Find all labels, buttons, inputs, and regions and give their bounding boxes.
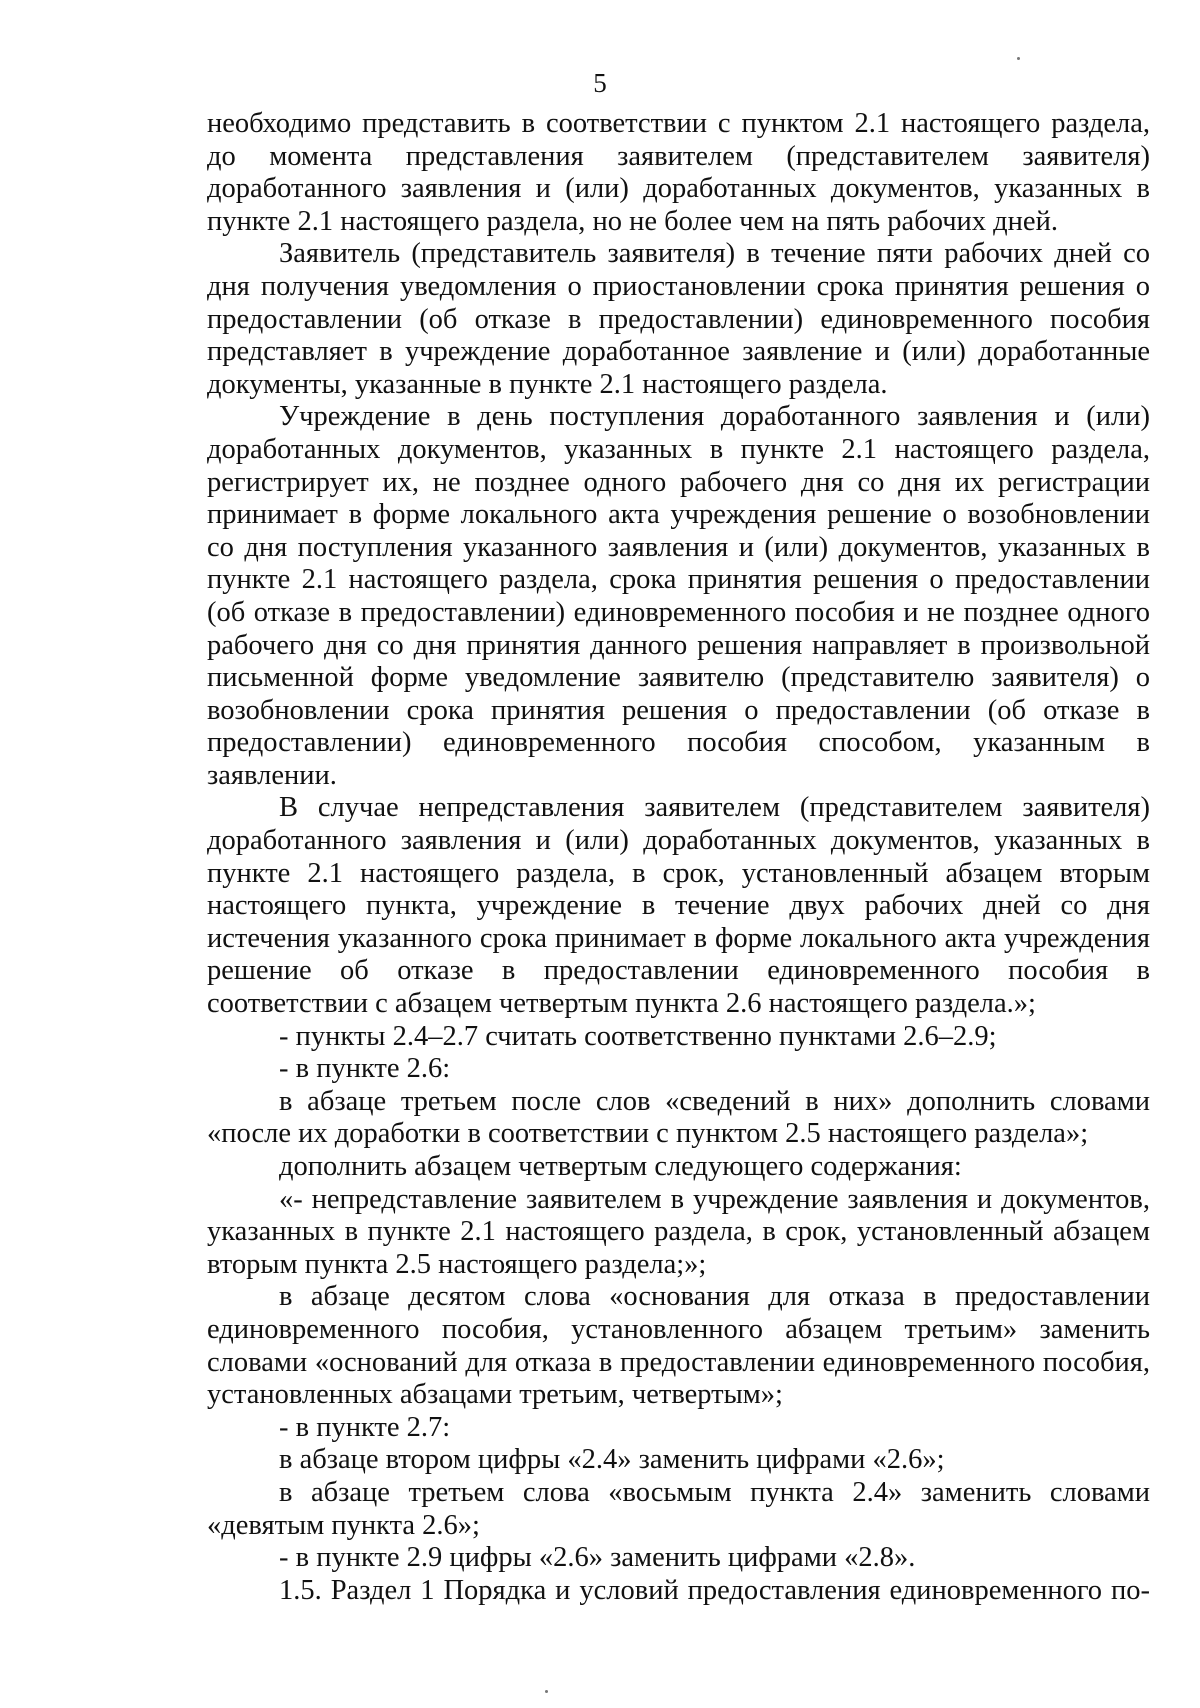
paragraph: дополнить абзацем четвертым следующего содержания: (279, 1151, 962, 1182)
page-number: 5 (593, 68, 607, 98)
paragraph: В случае непредставления заявителем (представителем заявителя) доработанного заявления и (или) доработанных документов, указанных в пункте 2.1 настоящего раздела, в срок, установленный абзацем вторым настоящего пункта, учреждение в течение двух рабочих дней со дня истечения указанного срока принимает в форме локального акта учреждения решение об отказе в предоставлении единовременного пособия в соответствии с абзацем четвертым пункта 2.6 настоящего раздела.»; (207, 792, 1150, 1020)
paragraph: в абзаце третьем после слов «сведений в них» дополнить словами «после их доработки в соответствии с пунктом 2.5 настоящего раздела»; (207, 1085, 1150, 1150)
document-body (207, 108, 1150, 1607)
paragraph: в абзаце втором цифры «2.4» заменить цифрами «2.6»; (279, 1444, 945, 1476)
paragraph: необходимо представить в соответствии с пунктом 2.1 настоящего раздела, до момента представления заявителем (представителем заявителя) доработанного заявления и (или) доработанных документов, указанных в пункте 2.1 настоящего раздела, но не более чем на пять рабочих дней. (207, 108, 1150, 237)
paragraph: - в пункте 2.7: (279, 1411, 451, 1443)
paragraph: в абзаце третьем слова «восьмым пункта 2.4» заменить словами «девятым пункта 2.6»; (207, 1476, 1150, 1541)
paragraph: 1.5. Раздел 1 Порядка и условий предоставления единовременного по- (279, 1574, 1150, 1606)
paragraph: - пункты 2.4–2.7 считать соответственно пунктами 2.6–2.9; (279, 1020, 997, 1052)
scan-artifact (545, 1690, 548, 1693)
paragraph: Заявитель (представитель заявителя) в течение пяти рабочих дней со дня получения уведомления о приостановлении срока принятия решения о предоставлении (об отказе в предоставлении) единовременного пособия представляет в учреждение доработанное заявление и (или) доработанные документы, указанные в пункте 2.1 настоящего раздела. (207, 238, 1150, 400)
paragraph: Учреждение в день поступления доработанного заявления и (или) доработанных документов, указанных в пункте 2.1 настоящего раздела, регистрирует их, не позднее одного рабочего дня со дня их регистрации принимает в форме локального акта учреждения решение о возобновлении со дня поступления указанного заявления и (или) документов, указанных в пункте 2.1 настоящего раздела, срока принятия решения о предоставлении (об отказе в предоставлении) единовременного пособия и не позднее одного рабочего дня со дня принятия данного решения направляет в произвольной письменной форме уведомление заявителю (представителю заявителя) о возобновлении срока принятия решения о предоставлении (об отказе в предоставлении) единовременного пособия способом, указанным в заявлении. (207, 401, 1150, 791)
paragraph: - в пункте 2.9 цифры «2.6» заменить цифрами «2.8». (279, 1542, 916, 1574)
scan-artifact (1017, 57, 1020, 60)
paragraph: в абзаце десятом слова «основания для отказа в предоставлении единовременного пособия, установленного абзацем третьим» заменить словами «оснований для отказа в предоставлении единовременного пособия, установленных абзацами третьим, четвертым»; (207, 1281, 1150, 1411)
paragraph: «- непредставление заявителем в учреждение заявления и документов, указанных в пункте 2.1 настоящего раздела, в срок, установленный абзацем вторым пункта 2.5 настоящего раздела;»; (207, 1183, 1150, 1280)
paragraph: - в пункте 2.6: (279, 1053, 451, 1085)
